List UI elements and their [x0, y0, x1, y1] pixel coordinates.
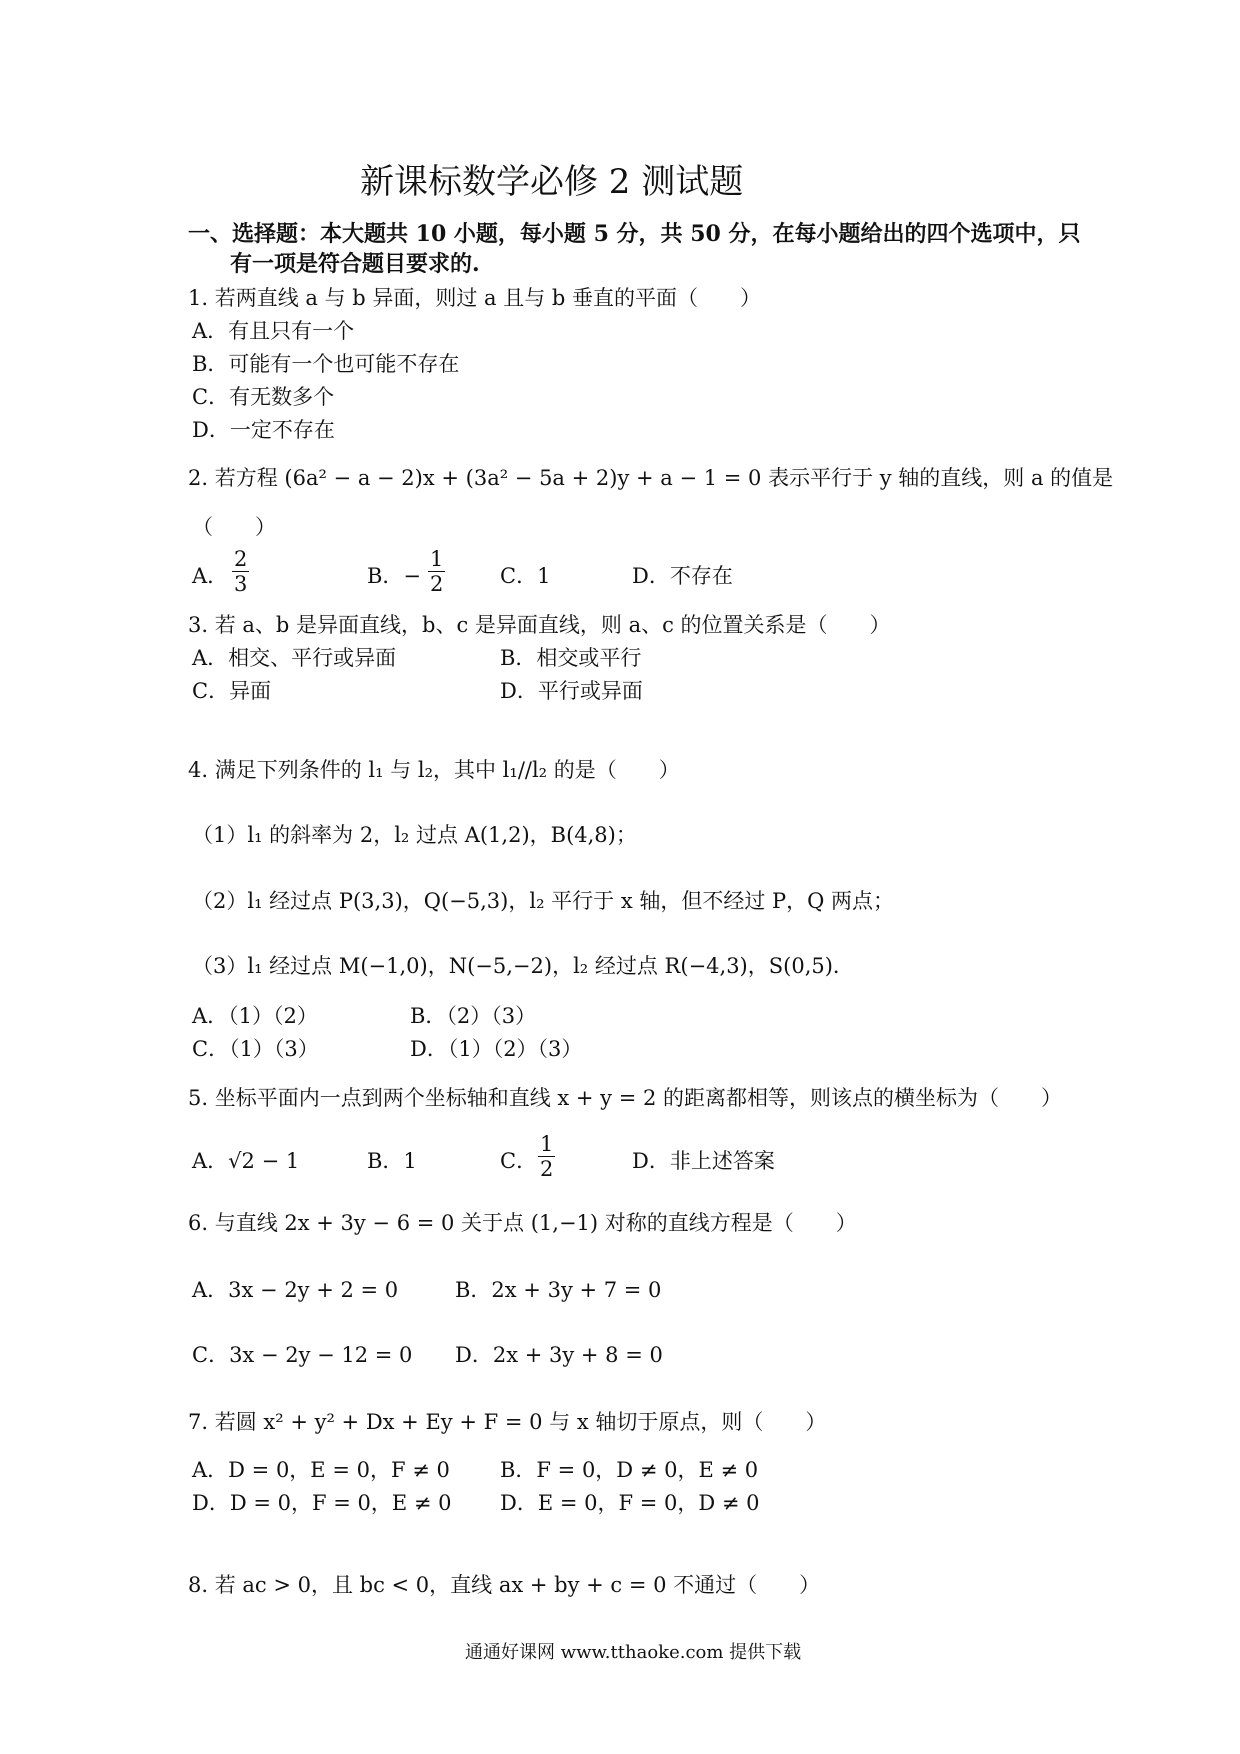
question-4-option-a: A．（1）（2）	[192, 1004, 318, 1028]
question-7-option-c: D．D = 0，F = 0，E ≠ 0	[192, 1491, 452, 1515]
question-3-option-b: B．相交或平行	[500, 646, 642, 670]
question-4-condition-3: （3）l₁ 经过点 M(−1,0)，N(−5,−2)，l₂ 经过点 R(−4,3)，S(0,5)．	[192, 954, 854, 978]
fraction-numerator: 1	[430, 547, 444, 571]
question-2-option-c: C．1	[500, 564, 551, 588]
question-6-option-d: D．2x + 3y + 8 = 0	[455, 1343, 663, 1367]
question-2-option-a-label: A．	[192, 564, 229, 588]
question-5-option-a: A．√2 − 1	[192, 1149, 300, 1173]
page-title: 新课标数学必修 2 测试题	[360, 162, 744, 202]
section-heading-line1: 一、选择题：本大题共 10 小题，每小题 5 分，共 50 分，在每小题给出的四个选项中，只	[188, 221, 1081, 247]
question-1-option-a: A．有且只有一个	[192, 319, 355, 343]
question-1-option-b: B．可能有一个也可能不存在	[192, 352, 460, 376]
fraction-numerator: 1	[540, 1132, 554, 1156]
question-7-option-b: B．F = 0，D ≠ 0，E ≠ 0	[500, 1458, 759, 1482]
question-3-stem: 3. 若 a、b 是异面直线，b、c 是异面直线，则 a、c 的位置关系是（ ）	[188, 613, 891, 637]
question-1-option-c: C．有无数多个	[192, 385, 335, 409]
question-4-condition-1: （1）l₁ 的斜率为 2，l₂ 过点 A(1,2)，B(4,8)；	[192, 823, 637, 847]
question-4-condition-2: （2）l₁ 经过点 P(3,3)，Q(−5,3)，l₂ 平行于 x 轴，但不经过 P，Q 两点；	[192, 889, 895, 913]
question-7-option-a: A．D = 0，E = 0，F ≠ 0	[192, 1458, 450, 1482]
fraction-denominator: 2	[540, 1157, 554, 1181]
question-7-option-d: D．E = 0，F = 0，D ≠ 0	[500, 1491, 760, 1515]
question-5-option-b: B．1	[367, 1149, 417, 1173]
fraction-numerator: 2	[234, 547, 248, 571]
question-5-option-d: D．非上述答案	[632, 1149, 775, 1173]
question-5-option-c-label: C．	[500, 1149, 538, 1173]
question-4-option-c: C．（1）（3）	[192, 1037, 319, 1061]
question-6-option-c: C．3x − 2y − 12 = 0	[192, 1343, 413, 1367]
fraction-denominator: 2	[430, 572, 444, 596]
question-6-option-a: A．3x − 2y + 2 = 0	[192, 1278, 399, 1302]
question-2-option-b-label: B．−	[367, 564, 422, 588]
question-7-stem: 7. 若圆 x² + y² + Dx + Ey + F = 0 与 x 轴切于原点，则（ ）	[188, 1410, 827, 1434]
question-2-paren: （ ）	[192, 515, 276, 539]
question-2-option-a-fraction	[232, 547, 249, 596]
section-heading-line2: 有一项是符合题目要求的.	[230, 251, 480, 277]
question-5-option-c-fraction	[538, 1132, 555, 1181]
question-1-option-d: D．一定不存在	[192, 418, 335, 442]
fraction-denominator: 3	[234, 572, 248, 596]
question-8-stem: 8. 若 ac > 0，且 bc < 0，直线 ax + by + c = 0 不通过（ ）	[188, 1573, 821, 1597]
question-5-stem: 5. 坐标平面内一点到两个坐标轴和直线 x + y = 2 的距离都相等，则该点的横坐标为（ ）	[188, 1086, 1063, 1110]
question-1-stem: 1. 若两直线 a 与 b 异面，则过 a 且与 b 垂直的平面（ ）	[188, 286, 762, 310]
question-2-stem: 2. 若方程 (6a² − a − 2)x + (3a² − 5a + 2)y + a − 1 = 0 表示平行于 y 轴的直线，则 a 的值是	[188, 466, 1114, 490]
question-4-option-b: B．（2）（3）	[410, 1004, 537, 1028]
question-2-option-b-fraction	[428, 547, 445, 596]
question-2-option-d: D．不存在	[632, 564, 733, 588]
question-4-stem: 4. 满足下列条件的 l₁ 与 l₂，其中 l₁//l₂ 的是（ ）	[188, 758, 680, 782]
question-6-stem: 6. 与直线 2x + 3y − 6 = 0 关于点 (1,−1) 对称的直线方程是（ ）	[188, 1211, 857, 1235]
question-3-option-d: D．平行或异面	[500, 679, 643, 703]
question-6-option-b: B．2x + 3y + 7 = 0	[455, 1278, 662, 1302]
question-4-option-d: D．（1）（2）（3）	[410, 1037, 583, 1061]
question-3-option-a: A．相交、平行或异面	[192, 646, 397, 670]
page-footer: 通通好课网 www.tthaoke.com 提供下载	[465, 1642, 802, 1663]
question-3-option-c: C．异面	[192, 679, 272, 703]
